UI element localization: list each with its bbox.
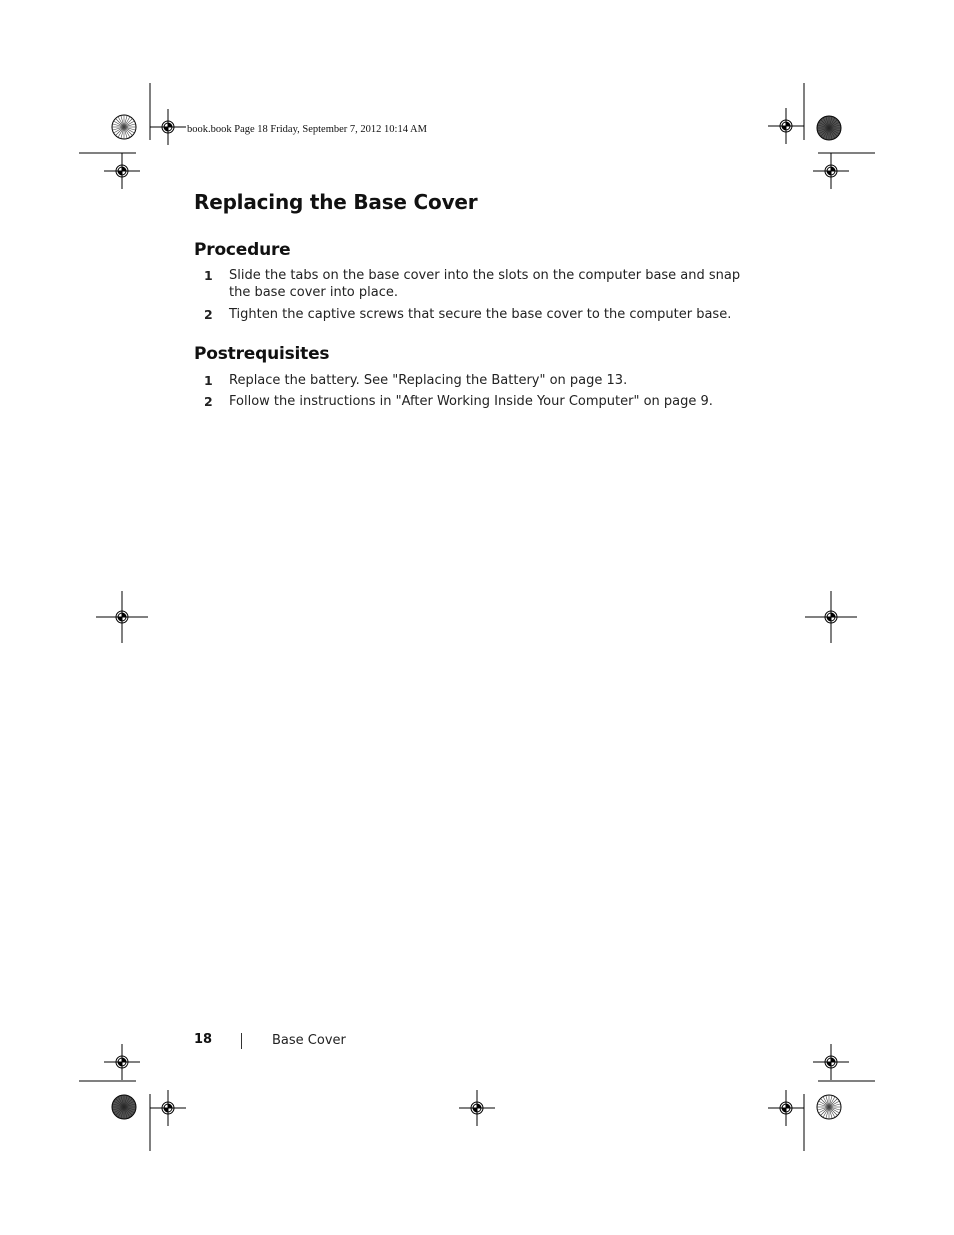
crosshair-circle-icon xyxy=(768,1090,804,1126)
starburst-circle-icon xyxy=(112,1095,136,1119)
procedure-heading: Procedure xyxy=(194,240,291,260)
crosshair-circle-icon xyxy=(813,1044,849,1080)
procedure-step xyxy=(194,306,764,323)
step-number: 1 xyxy=(204,268,213,283)
postrequisite-step xyxy=(194,372,764,389)
step-number: 1 xyxy=(204,373,213,388)
footer-section-name: Base Cover xyxy=(272,1033,346,1048)
crosshair-circle-icon xyxy=(768,108,804,144)
page-title: Replacing the Base Cover xyxy=(194,190,478,214)
print-header: book.book Page 18 Friday, September 7, 2012 10:14 AM xyxy=(187,124,427,135)
postrequisites-heading: Postrequisites xyxy=(194,344,330,364)
crosshair-circle-icon xyxy=(104,1044,140,1080)
footer-divider xyxy=(241,1033,242,1049)
step-text: Tighten the captive screws that secure the base cover to the computer base. xyxy=(229,307,732,322)
procedure-steps xyxy=(194,267,764,323)
step-number: 2 xyxy=(204,307,213,322)
crosshair-circle-icon xyxy=(805,591,857,643)
crosshair-circle-icon xyxy=(459,1090,495,1126)
crosshair-circle-icon xyxy=(104,153,140,189)
step-number: 2 xyxy=(204,394,213,409)
crosshair-circle-icon xyxy=(96,591,148,643)
starburst-circle-icon xyxy=(817,116,841,140)
step-text: Slide the tabs on the base cover into the slots on the computer base and snap the base cover into place. xyxy=(229,268,741,300)
postrequisite-step xyxy=(194,393,764,410)
postrequisites-steps xyxy=(194,372,764,410)
starburst-circle-icon xyxy=(817,1095,841,1119)
footer-page-number: 18 xyxy=(194,1032,213,1047)
crosshair-circle-icon xyxy=(150,109,186,145)
starburst-circle-icon xyxy=(112,115,136,139)
procedure-step xyxy=(194,267,764,301)
step-text: Follow the instructions in "After Working Inside Your Computer" on page 9. xyxy=(229,394,713,409)
crosshair-circle-icon xyxy=(813,153,849,189)
step-text: Replace the battery. See "Replacing the Battery" on page 13. xyxy=(229,373,628,388)
crosshair-circle-icon xyxy=(150,1090,186,1126)
